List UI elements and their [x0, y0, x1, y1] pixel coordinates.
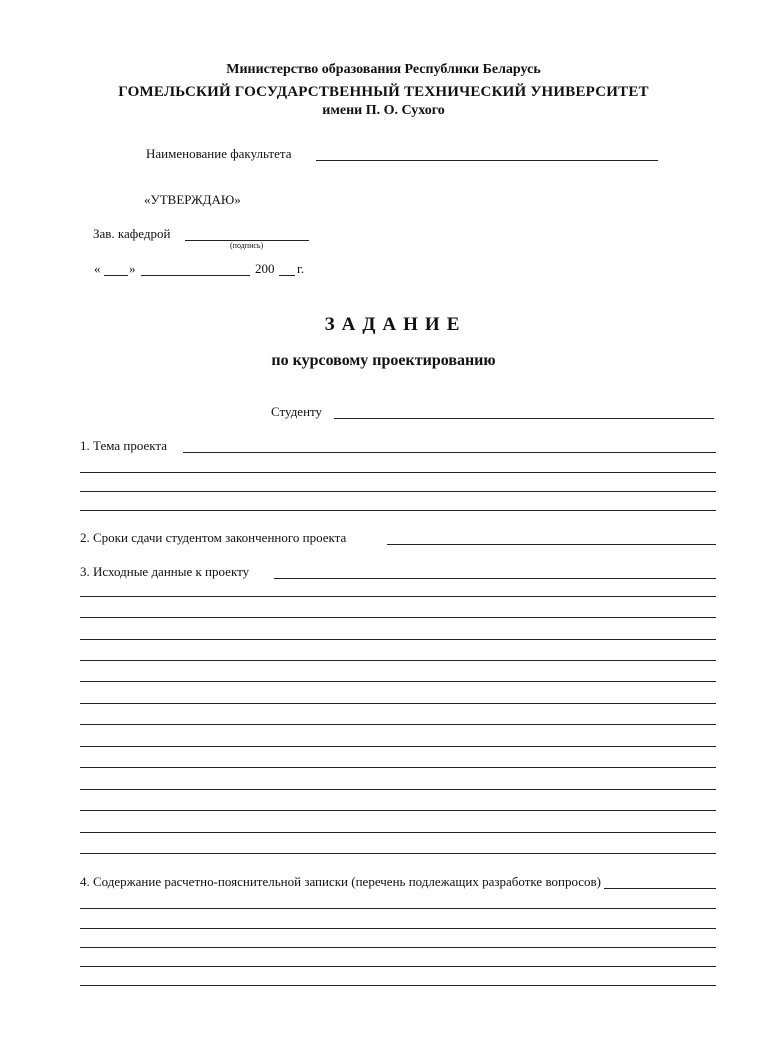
initial-data-line[interactable]: [274, 578, 716, 579]
initial-data-line[interactable]: [80, 810, 716, 811]
explanatory-note-line[interactable]: [80, 985, 716, 986]
signature-caption: (подпись): [230, 241, 264, 250]
project-topic-line[interactable]: [80, 472, 716, 473]
section-deadline-label: 2. Сроки сдачи студентом законченного проекта: [80, 530, 347, 545]
project-topic-line[interactable]: [80, 510, 716, 511]
initial-data-line[interactable]: [80, 703, 716, 704]
initial-data-line[interactable]: [80, 767, 716, 768]
date-year-prefix: 200: [255, 261, 275, 276]
explanatory-note-line[interactable]: [80, 966, 716, 967]
date-day-field-line[interactable]: [104, 275, 128, 276]
initial-data-line[interactable]: [80, 660, 716, 661]
faculty-field-line[interactable]: [316, 160, 658, 161]
initial-data-line[interactable]: [80, 724, 716, 725]
initial-data-line[interactable]: [80, 789, 716, 790]
project-topic-line[interactable]: [80, 491, 716, 492]
university-heading: ГОМЕЛЬСКИЙ ГОСУДАРСТВЕННЫЙ ТЕХНИЧЕСКИЙ УНИВЕРСИТЕТ: [118, 84, 649, 100]
document-subtitle: по курсовому проектированию: [271, 352, 496, 369]
date-year-suffix: г.: [297, 261, 305, 276]
date-close-quote: »: [129, 261, 136, 276]
date-year-field-line[interactable]: [279, 275, 295, 276]
university-named-after: имени П. О. Сухого: [322, 103, 445, 118]
approve-stamp-text: «УТВЕРЖДАЮ»: [144, 192, 241, 207]
date-month-field-line[interactable]: [141, 275, 250, 276]
initial-data-line[interactable]: [80, 596, 716, 597]
deadline-field-line[interactable]: [387, 544, 716, 545]
project-topic-line[interactable]: [183, 452, 716, 453]
head-of-department-label: Зав. кафедрой: [93, 226, 171, 241]
section-project-topic-label: 1. Тема проекта: [80, 438, 168, 453]
initial-data-line[interactable]: [80, 746, 716, 747]
ministry-heading: Министерство образования Республики Беларусь: [226, 62, 541, 77]
date-open-quote: «: [94, 261, 101, 276]
initial-data-line[interactable]: [80, 681, 716, 682]
explanatory-note-line[interactable]: [80, 908, 716, 909]
explanatory-note-line[interactable]: [80, 947, 716, 948]
initial-data-line[interactable]: [80, 639, 716, 640]
initial-data-line[interactable]: [80, 832, 716, 833]
section-explanatory-note-label: 4. Содержание расчетно-пояснительной записки (перечень подлежащих разработке вопросов): [80, 874, 604, 890]
section-initial-data-label: 3. Исходные данные к проекту: [80, 564, 250, 579]
document-title: ЗАДАНИЕ: [324, 314, 467, 335]
explanatory-note-line[interactable]: [80, 928, 716, 929]
initial-data-line[interactable]: [80, 853, 716, 854]
student-field-line[interactable]: [334, 418, 714, 419]
faculty-label: Наименование факультета: [146, 146, 292, 161]
student-label: Студенту: [271, 404, 323, 419]
initial-data-line[interactable]: [80, 617, 716, 618]
